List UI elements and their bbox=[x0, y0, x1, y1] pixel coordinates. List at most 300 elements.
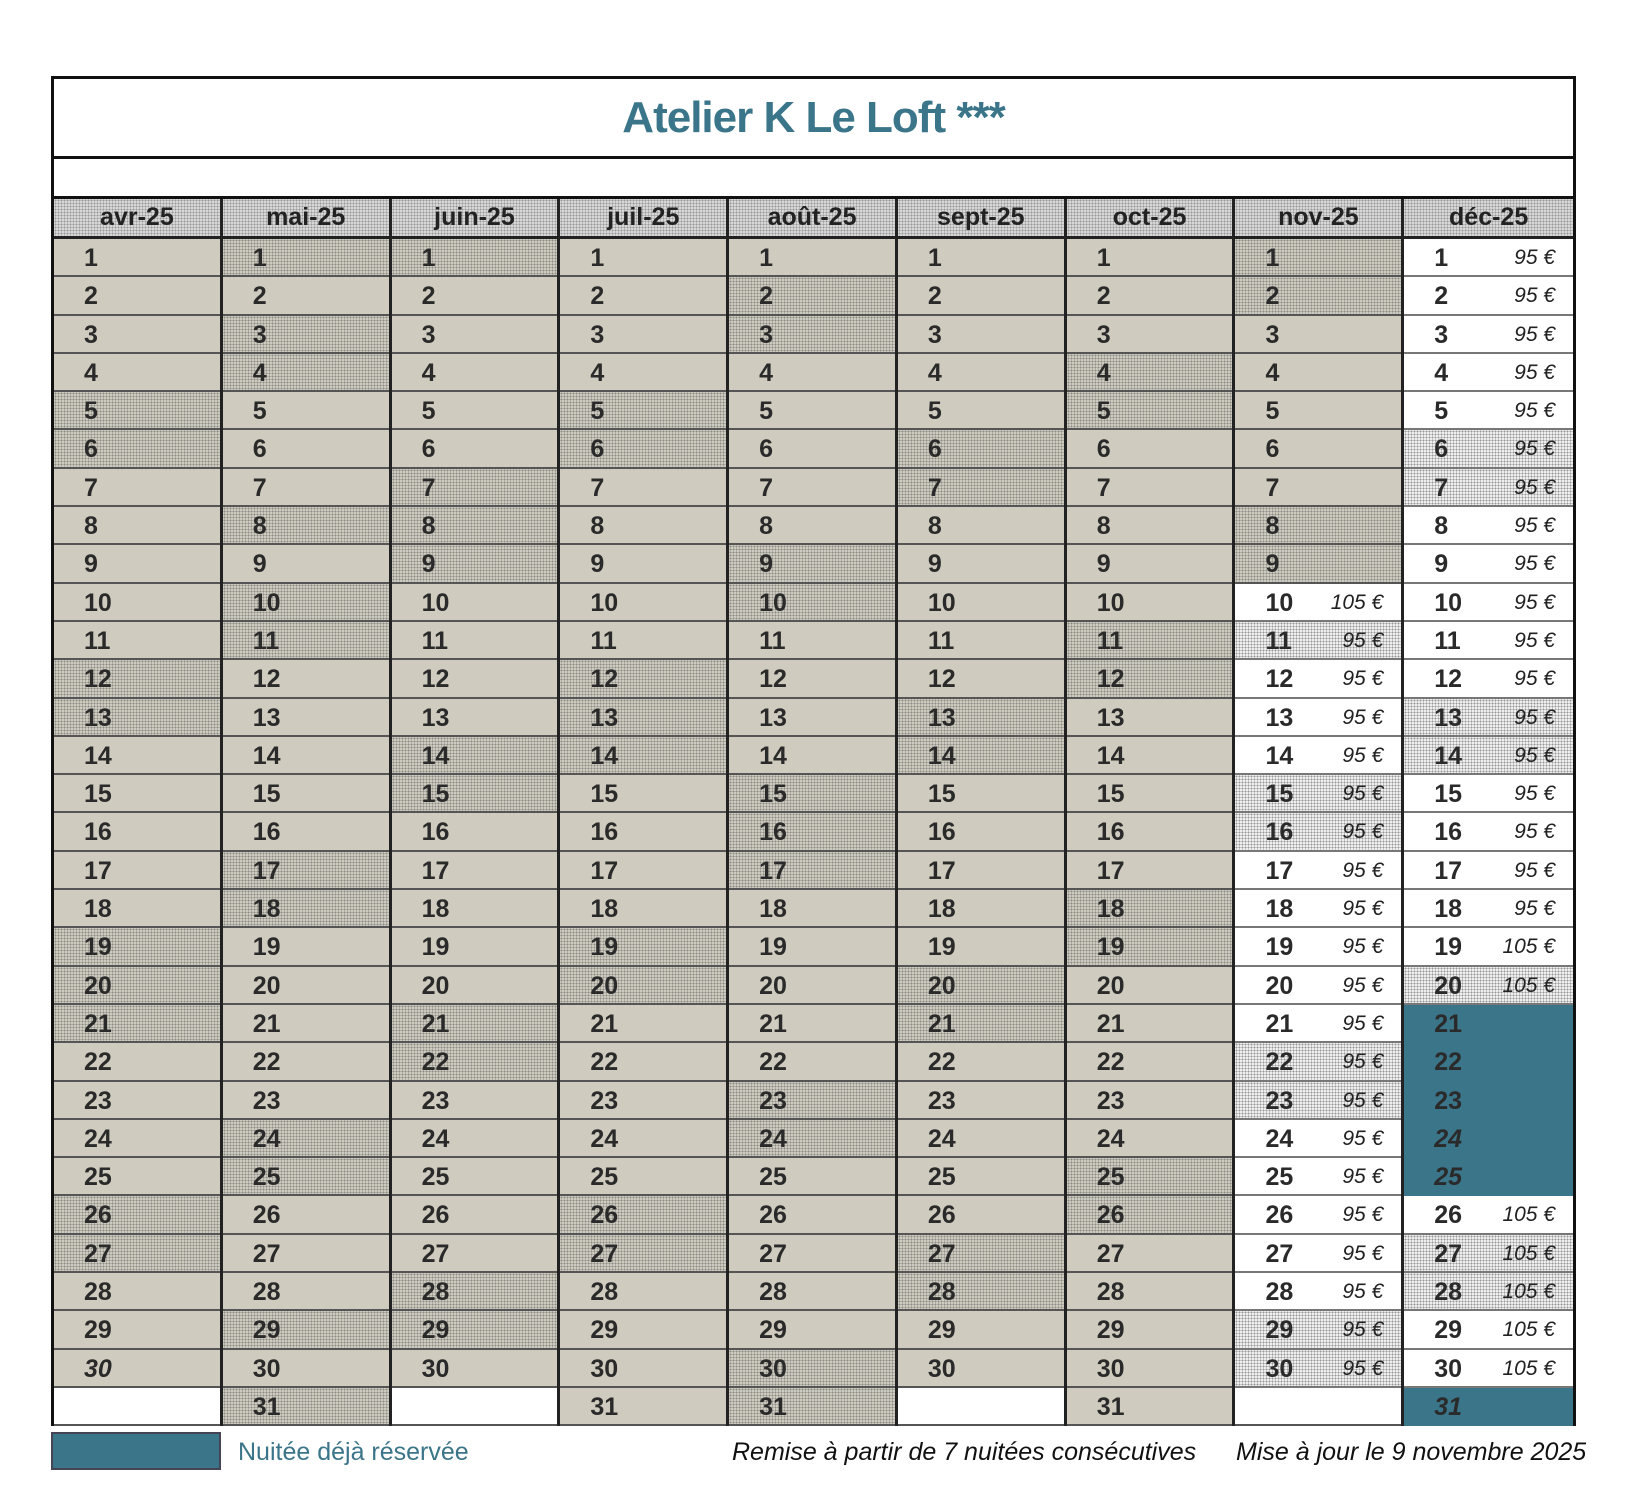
day-cell-available[interactable] bbox=[1235, 967, 1401, 1005]
day-cell-available[interactable] bbox=[1235, 1311, 1401, 1349]
day-cell-past bbox=[54, 430, 220, 468]
day-number: 28 bbox=[1096, 1278, 1125, 1307]
day-number: 17 bbox=[927, 856, 956, 885]
day-cell-past bbox=[392, 852, 558, 890]
day-number: 1 bbox=[252, 244, 267, 272]
night-price: 95 € bbox=[1514, 782, 1556, 806]
day-number: 12 bbox=[1265, 665, 1294, 694]
day-cell-past bbox=[560, 622, 726, 660]
day-cell-past bbox=[1067, 813, 1233, 851]
night-price: 95 € bbox=[1514, 322, 1556, 346]
day-number: 6 bbox=[252, 435, 267, 464]
day-number: 16 bbox=[927, 818, 956, 847]
day-cell-past bbox=[560, 852, 726, 890]
month-column bbox=[898, 199, 1067, 1426]
day-cell-past bbox=[729, 469, 895, 507]
day-number: 16 bbox=[1434, 818, 1463, 847]
day-number: 11 bbox=[421, 626, 448, 655]
day-number: 2 bbox=[927, 282, 942, 311]
day-cell-past bbox=[1067, 277, 1233, 315]
day-number: 17 bbox=[421, 856, 450, 885]
night-price: 105 € bbox=[1502, 1280, 1556, 1304]
day-cell-available[interactable] bbox=[1235, 584, 1401, 622]
day-number: 8 bbox=[590, 512, 605, 541]
day-cell-past bbox=[54, 1235, 220, 1273]
day-cell-past bbox=[392, 1235, 558, 1273]
day-number: 15 bbox=[759, 780, 787, 809]
day-number: 10 bbox=[590, 588, 619, 617]
month-header: juin-25 bbox=[392, 199, 558, 239]
day-number: 10 bbox=[84, 588, 112, 617]
day-number: 25 bbox=[421, 1163, 450, 1192]
day-cell-past bbox=[898, 1158, 1064, 1196]
day-number: 1 bbox=[927, 244, 942, 272]
day-cell-booked bbox=[1404, 1005, 1573, 1043]
day-cell-available[interactable] bbox=[1404, 967, 1573, 1005]
day-cell-booked bbox=[1404, 1388, 1573, 1426]
day-number: 5 bbox=[759, 397, 774, 426]
day-number: 30 bbox=[759, 1354, 787, 1383]
day-cell-past bbox=[560, 277, 726, 315]
day-number: 1 bbox=[1096, 244, 1111, 272]
day-cell-available[interactable] bbox=[1404, 545, 1573, 583]
day-number: 28 bbox=[252, 1278, 281, 1307]
day-number: 26 bbox=[927, 1201, 956, 1230]
day-cell-past bbox=[54, 1005, 220, 1043]
day-number: 30 bbox=[84, 1354, 112, 1383]
day-cell-past bbox=[560, 1196, 726, 1234]
day-number: 11 bbox=[252, 626, 280, 655]
day-cell-past bbox=[729, 584, 895, 622]
day-cell-past bbox=[392, 622, 558, 660]
day-cell-past bbox=[223, 852, 389, 890]
day-cell-available[interactable] bbox=[1404, 354, 1573, 392]
day-number: 1 bbox=[84, 244, 98, 272]
day-number: 21 bbox=[84, 1009, 112, 1038]
day-cell-available[interactable] bbox=[1404, 1196, 1573, 1234]
day-number: 12 bbox=[590, 665, 619, 694]
day-number: 26 bbox=[759, 1201, 787, 1230]
day-cell-past bbox=[223, 545, 389, 583]
month-column bbox=[223, 199, 392, 1426]
day-cell-available[interactable] bbox=[1235, 660, 1401, 698]
day-number: 9 bbox=[927, 550, 942, 579]
day-number: 20 bbox=[84, 971, 112, 1000]
day-number: 6 bbox=[759, 435, 774, 464]
night-price: 105 € bbox=[1330, 590, 1384, 614]
day-cell-past bbox=[1067, 239, 1233, 277]
day-number: 2 bbox=[1096, 282, 1111, 311]
day-cell-past bbox=[223, 622, 389, 660]
day-cell-past bbox=[560, 545, 726, 583]
night-price: 105 € bbox=[1502, 973, 1556, 997]
day-cell-available[interactable] bbox=[1404, 699, 1573, 737]
day-number: 24 bbox=[927, 1124, 956, 1153]
day-cell-past bbox=[898, 1311, 1064, 1349]
day-number: 13 bbox=[590, 703, 619, 732]
day-number: 14 bbox=[759, 741, 787, 770]
day-cell-past bbox=[392, 1043, 558, 1081]
calendar-grid bbox=[54, 199, 1573, 1426]
day-number: 28 bbox=[927, 1278, 956, 1307]
day-number: 3 bbox=[590, 320, 605, 349]
day-cell-available[interactable] bbox=[1404, 660, 1573, 698]
day-number: 6 bbox=[421, 435, 436, 464]
day-cell-past bbox=[54, 1273, 220, 1311]
day-cell-past bbox=[54, 584, 220, 622]
day-cell-past bbox=[898, 967, 1064, 1005]
day-cell-available[interactable] bbox=[1235, 1043, 1401, 1081]
day-cell-past bbox=[54, 699, 220, 737]
night-price: 95 € bbox=[1342, 858, 1384, 882]
day-cell-available[interactable] bbox=[1235, 1005, 1401, 1043]
day-cell-past bbox=[1067, 1043, 1233, 1081]
day-cell-past bbox=[223, 1158, 389, 1196]
day-number: 8 bbox=[421, 512, 436, 541]
day-cell-available[interactable] bbox=[1235, 1273, 1401, 1311]
day-cell-past bbox=[54, 622, 220, 660]
calendar-frame bbox=[51, 76, 1576, 1426]
day-number: 25 bbox=[927, 1163, 956, 1192]
day-cell-past bbox=[898, 1005, 1064, 1043]
day-cell-past bbox=[223, 1120, 389, 1158]
day-cell-past bbox=[560, 239, 726, 277]
empty-cell bbox=[392, 1388, 558, 1426]
day-number: 13 bbox=[927, 703, 956, 732]
day-cell-past bbox=[898, 277, 1064, 315]
day-cell-available[interactable] bbox=[1404, 507, 1573, 545]
month-column bbox=[54, 199, 223, 1426]
day-cell-available[interactable] bbox=[1404, 1311, 1573, 1349]
day-number: 16 bbox=[759, 818, 787, 847]
month-header: déc-25 bbox=[1404, 199, 1573, 239]
day-number: 11 bbox=[927, 626, 955, 655]
day-cell-past bbox=[1067, 699, 1233, 737]
day-cell-available[interactable] bbox=[1235, 852, 1401, 890]
day-cell-past bbox=[729, 1043, 895, 1081]
day-number: 6 bbox=[1434, 435, 1449, 464]
day-cell-past bbox=[898, 775, 1064, 813]
night-price: 95 € bbox=[1342, 1318, 1384, 1342]
day-cell-past bbox=[729, 1120, 895, 1158]
day-number: 12 bbox=[759, 665, 787, 694]
day-cell-available[interactable] bbox=[1235, 1120, 1401, 1158]
day-number: 15 bbox=[590, 780, 619, 809]
day-cell-past bbox=[392, 660, 558, 698]
day-number: 19 bbox=[84, 933, 112, 962]
day-number: 19 bbox=[759, 933, 787, 962]
day-cell-past bbox=[54, 545, 220, 583]
day-cell-past bbox=[54, 775, 220, 813]
day-cell-available[interactable] bbox=[1404, 622, 1573, 660]
day-number: 11 bbox=[590, 626, 617, 655]
day-cell-available[interactable] bbox=[1404, 775, 1573, 813]
day-number: 4 bbox=[927, 358, 942, 387]
day-cell-past bbox=[392, 1158, 558, 1196]
day-number: 15 bbox=[1096, 780, 1125, 809]
day-cell-past bbox=[392, 699, 558, 737]
day-number: 5 bbox=[1434, 397, 1449, 426]
day-number: 19 bbox=[590, 933, 619, 962]
night-price: 95 € bbox=[1514, 705, 1556, 729]
day-number: 25 bbox=[1434, 1163, 1463, 1192]
day-number: 24 bbox=[1265, 1124, 1294, 1153]
day-cell-past bbox=[560, 1311, 726, 1349]
day-cell-available[interactable] bbox=[1404, 316, 1573, 354]
night-price: 95 € bbox=[1342, 1011, 1384, 1035]
day-number: 10 bbox=[421, 588, 450, 617]
day-cell-past bbox=[729, 239, 895, 277]
day-number: 21 bbox=[421, 1009, 450, 1038]
empty-cell bbox=[54, 1388, 220, 1426]
day-cell-past bbox=[560, 1043, 726, 1081]
day-number: 26 bbox=[590, 1201, 619, 1230]
day-number: 13 bbox=[1265, 703, 1294, 732]
day-number: 3 bbox=[84, 320, 98, 349]
day-number: 30 bbox=[1096, 1354, 1125, 1383]
day-cell-past bbox=[223, 737, 389, 775]
day-number: 9 bbox=[252, 550, 267, 579]
day-number: 27 bbox=[84, 1239, 112, 1268]
day-number: 9 bbox=[1096, 550, 1111, 579]
day-number: 3 bbox=[759, 320, 774, 349]
day-number: 23 bbox=[84, 1086, 112, 1115]
day-number: 22 bbox=[1434, 1048, 1463, 1077]
day-number: 18 bbox=[1434, 895, 1463, 924]
day-cell-available[interactable] bbox=[1404, 928, 1573, 966]
day-number: 24 bbox=[252, 1124, 281, 1153]
day-cell-past bbox=[223, 928, 389, 966]
day-cell-past bbox=[729, 1196, 895, 1234]
day-number: 10 bbox=[759, 588, 787, 617]
day-number: 1 bbox=[1434, 244, 1449, 272]
day-number: 30 bbox=[927, 1354, 956, 1383]
day-cell-past bbox=[729, 967, 895, 1005]
day-cell-available[interactable] bbox=[1404, 277, 1573, 315]
day-number: 18 bbox=[421, 895, 450, 924]
day-cell-available[interactable] bbox=[1235, 1350, 1401, 1388]
day-cell-past bbox=[223, 775, 389, 813]
day-cell-available[interactable] bbox=[1235, 1158, 1401, 1196]
day-cell-past bbox=[1067, 737, 1233, 775]
day-number: 29 bbox=[927, 1316, 956, 1345]
month-header: mai-25 bbox=[223, 199, 389, 239]
day-cell-available[interactable] bbox=[1235, 699, 1401, 737]
day-number: 20 bbox=[927, 971, 956, 1000]
day-number: 15 bbox=[1265, 780, 1294, 809]
day-cell-available[interactable] bbox=[1404, 1235, 1573, 1273]
day-number: 29 bbox=[1434, 1316, 1463, 1345]
day-cell-past bbox=[729, 1005, 895, 1043]
day-cell-past bbox=[392, 1120, 558, 1158]
day-number: 23 bbox=[590, 1086, 619, 1115]
night-price: 105 € bbox=[1502, 1356, 1556, 1380]
month-column bbox=[560, 199, 729, 1426]
day-number: 6 bbox=[590, 435, 605, 464]
day-number: 27 bbox=[590, 1239, 619, 1268]
day-cell-past bbox=[729, 430, 895, 468]
day-cell-past bbox=[560, 1082, 726, 1120]
day-cell-past bbox=[1067, 1158, 1233, 1196]
month-header: nov-25 bbox=[1235, 199, 1401, 239]
night-price: 105 € bbox=[1502, 1318, 1556, 1342]
day-number: 31 bbox=[1434, 1392, 1463, 1421]
day-cell-past bbox=[898, 1273, 1064, 1311]
day-cell-past bbox=[223, 392, 389, 430]
day-cell-past bbox=[54, 392, 220, 430]
day-number: 20 bbox=[421, 971, 450, 1000]
day-number: 7 bbox=[1096, 473, 1111, 502]
day-cell-past bbox=[1067, 1311, 1233, 1349]
day-number: 12 bbox=[421, 665, 450, 694]
day-cell-available[interactable] bbox=[1235, 737, 1401, 775]
day-number: 7 bbox=[84, 473, 98, 502]
day-cell-past bbox=[729, 507, 895, 545]
day-cell-past bbox=[392, 430, 558, 468]
day-number: 17 bbox=[84, 856, 112, 885]
day-cell-past bbox=[223, 1235, 389, 1273]
day-number: 18 bbox=[927, 895, 956, 924]
day-number: 20 bbox=[252, 971, 281, 1000]
day-cell-available[interactable] bbox=[1404, 469, 1573, 507]
day-cell-available[interactable] bbox=[1404, 584, 1573, 622]
day-number: 26 bbox=[252, 1201, 281, 1230]
day-number: 2 bbox=[759, 282, 774, 311]
day-cell-available[interactable] bbox=[1404, 852, 1573, 890]
day-cell-available[interactable] bbox=[1404, 813, 1573, 851]
day-number: 20 bbox=[1434, 971, 1463, 1000]
day-number: 24 bbox=[421, 1124, 450, 1153]
day-cell-past bbox=[1067, 1235, 1233, 1273]
day-cell-past bbox=[898, 584, 1064, 622]
day-number: 16 bbox=[252, 818, 281, 847]
day-number: 11 bbox=[1434, 626, 1461, 655]
day-cell-available[interactable] bbox=[1235, 622, 1401, 660]
day-number: 6 bbox=[1096, 435, 1111, 464]
day-cell-past bbox=[1067, 430, 1233, 468]
day-number: 29 bbox=[1096, 1316, 1125, 1345]
day-cell-past bbox=[729, 660, 895, 698]
day-cell-past bbox=[223, 1388, 389, 1426]
day-number: 7 bbox=[1265, 473, 1280, 502]
day-cell-available[interactable] bbox=[1235, 928, 1401, 966]
day-cell-available[interactable] bbox=[1404, 239, 1573, 277]
day-cell-past bbox=[223, 967, 389, 1005]
day-cell-past bbox=[392, 1311, 558, 1349]
day-number: 28 bbox=[84, 1278, 112, 1307]
day-number: 21 bbox=[590, 1009, 619, 1038]
day-number: 22 bbox=[84, 1048, 112, 1077]
day-number: 4 bbox=[84, 358, 98, 387]
night-price: 95 € bbox=[1342, 1050, 1384, 1074]
night-price: 95 € bbox=[1514, 475, 1556, 499]
day-cell-past bbox=[898, 469, 1064, 507]
day-number: 24 bbox=[1434, 1124, 1463, 1153]
day-number: 31 bbox=[1096, 1392, 1125, 1421]
day-cell-past bbox=[729, 852, 895, 890]
day-cell-past bbox=[1235, 239, 1401, 277]
day-number: 10 bbox=[927, 588, 956, 617]
day-cell-past bbox=[560, 699, 726, 737]
day-number: 4 bbox=[421, 358, 436, 387]
night-price: 95 € bbox=[1514, 590, 1556, 614]
night-price: 95 € bbox=[1342, 1126, 1384, 1150]
day-number: 21 bbox=[1265, 1009, 1294, 1038]
day-cell-available[interactable] bbox=[1404, 1350, 1573, 1388]
night-price: 95 € bbox=[1342, 628, 1384, 652]
day-cell-available[interactable] bbox=[1404, 430, 1573, 468]
day-cell-past bbox=[729, 277, 895, 315]
day-number: 3 bbox=[252, 320, 267, 349]
day-cell-past bbox=[560, 430, 726, 468]
day-cell-past bbox=[560, 1005, 726, 1043]
day-cell-past bbox=[223, 277, 389, 315]
day-cell-past bbox=[223, 469, 389, 507]
day-number: 25 bbox=[252, 1163, 281, 1192]
day-number: 14 bbox=[927, 741, 956, 770]
night-price: 95 € bbox=[1514, 628, 1556, 652]
day-cell-available[interactable] bbox=[1404, 1273, 1573, 1311]
day-cell-available[interactable] bbox=[1235, 1235, 1401, 1273]
day-number: 14 bbox=[1265, 741, 1294, 770]
day-number: 23 bbox=[252, 1086, 281, 1115]
night-price: 95 € bbox=[1342, 935, 1384, 959]
day-cell-past bbox=[392, 1005, 558, 1043]
day-number: 28 bbox=[421, 1278, 450, 1307]
day-cell-past bbox=[54, 239, 220, 277]
day-number: 20 bbox=[759, 971, 787, 1000]
day-cell-available[interactable] bbox=[1404, 392, 1573, 430]
day-cell-past bbox=[223, 1043, 389, 1081]
day-cell-past bbox=[223, 1273, 389, 1311]
day-cell-booked bbox=[1404, 1120, 1573, 1158]
day-number: 22 bbox=[1096, 1048, 1125, 1077]
day-cell-past bbox=[223, 1005, 389, 1043]
day-cell-past bbox=[392, 316, 558, 354]
day-cell-past bbox=[223, 1082, 389, 1120]
day-number: 27 bbox=[1434, 1239, 1463, 1268]
night-price: 95 € bbox=[1342, 1356, 1384, 1380]
day-number: 23 bbox=[421, 1086, 450, 1115]
day-number: 26 bbox=[84, 1201, 112, 1230]
day-cell-past bbox=[1235, 469, 1401, 507]
day-number: 1 bbox=[759, 244, 774, 272]
day-number: 12 bbox=[252, 665, 281, 694]
day-cell-past bbox=[1067, 316, 1233, 354]
day-number: 5 bbox=[84, 397, 98, 426]
day-number: 21 bbox=[927, 1009, 956, 1038]
day-cell-past bbox=[898, 1350, 1064, 1388]
day-cell-available[interactable] bbox=[1404, 737, 1573, 775]
day-cell-available[interactable] bbox=[1235, 890, 1401, 928]
night-price: 95 € bbox=[1514, 284, 1556, 308]
day-cell-available[interactable] bbox=[1235, 775, 1401, 813]
day-cell-available[interactable] bbox=[1235, 1196, 1401, 1234]
night-price: 95 € bbox=[1514, 514, 1556, 538]
day-number: 1 bbox=[590, 244, 605, 272]
day-number: 2 bbox=[1434, 282, 1449, 311]
day-cell-available[interactable] bbox=[1235, 1082, 1401, 1120]
day-cell-available[interactable] bbox=[1235, 813, 1401, 851]
day-number: 6 bbox=[84, 435, 98, 464]
day-cell-available[interactable] bbox=[1404, 890, 1573, 928]
day-number: 6 bbox=[1265, 435, 1280, 464]
day-cell-past bbox=[560, 1158, 726, 1196]
day-number: 5 bbox=[1265, 397, 1280, 426]
day-cell-past bbox=[223, 507, 389, 545]
day-cell-past bbox=[223, 354, 389, 392]
day-number: 16 bbox=[84, 818, 112, 847]
